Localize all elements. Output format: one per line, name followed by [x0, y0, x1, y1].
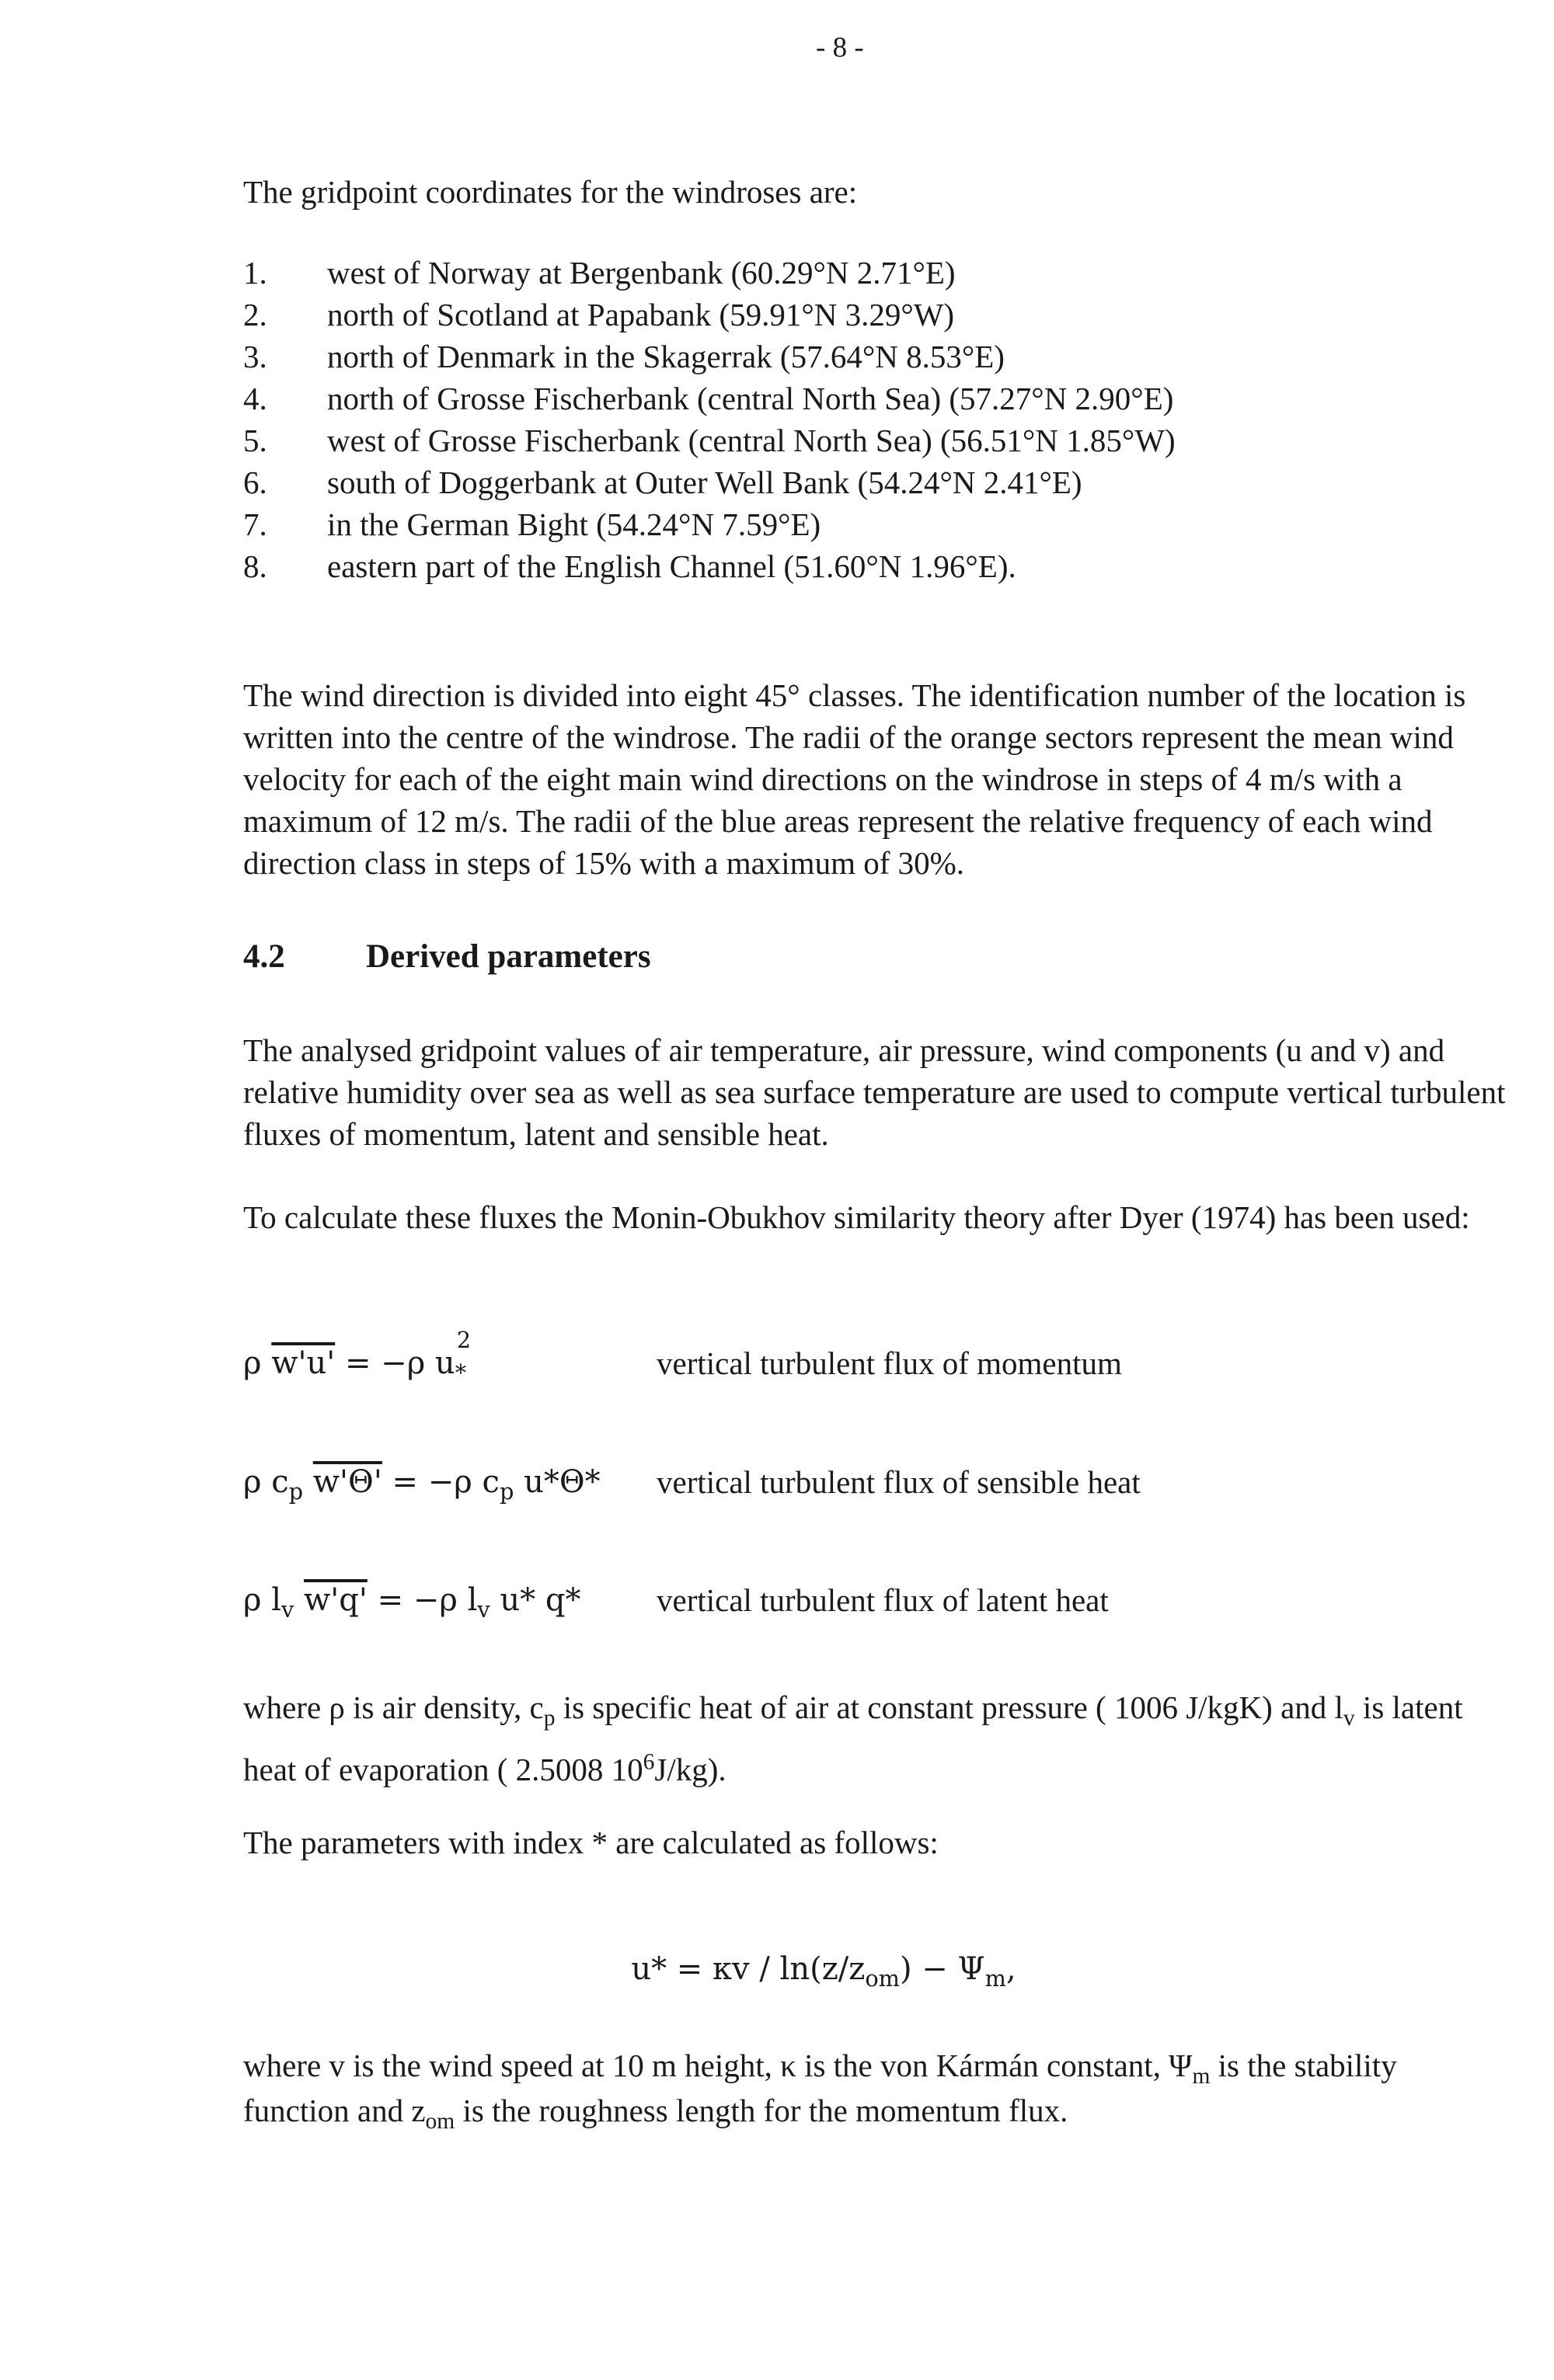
list-item	[243, 378, 1510, 419]
list-item-text: north of Scotland at Papabank (59.91°N 3.29°W)	[327, 297, 955, 332]
paragraph-final: where v is the wind speed at 10 m height, κ is the von Kármán constant, $\Psi_m$ is the stability function and $z_{om}$ is the roughness length for the momentum flux.	[243, 2048, 1397, 2135]
list-item-text: eastern part of the English Channel (51.60°N 1.96°E).	[327, 548, 1016, 584]
equation-ustar: $u* = \kappa v / \ln(z/z_{om}) - \Psi_m$,	[631, 1951, 1016, 1992]
list-item-number: 1.	[243, 255, 267, 291]
list-item	[243, 252, 1510, 294]
list-item-text: in the German Bight (54.24°N 7.59°E)	[327, 506, 821, 542]
section-title: Derived parameters	[366, 938, 651, 975]
list-item	[243, 461, 1510, 503]
equation-latent-description: vertical turbulent flux of latent heat	[657, 1582, 1109, 1618]
intro-text: The gridpoint coordinates for the windroses are:	[243, 174, 858, 210]
equation-momentum-description: vertical turbulent flux of momentum	[657, 1345, 1122, 1381]
list-item	[243, 336, 1510, 378]
list-item-number: 6.	[243, 465, 267, 500]
list-item-text: west of Norway at Bergenbank (60.29°N 2.71°E)	[327, 255, 956, 291]
equation-sensible: ρ $c_p$ w'Θ' = −ρ $c_p$ u*Θ*	[243, 1464, 601, 1505]
equation-sensible-description: vertical turbulent flux of sensible heat	[657, 1464, 1141, 1500]
equation-momentum: ρ w'u' = −ρ u 2 $_*$	[243, 1327, 472, 1386]
list-item-text: north of Grosse Fischerbank (central North Sea) (57.27°N 2.90°E)	[327, 381, 1174, 416]
list-item-text: north of Denmark in the Skagerrak (57.64°N 8.53°E)	[327, 339, 1005, 374]
list-item-text: south of Doggerbank at Outer Well Bank (54.24°N 2.41°E)	[327, 465, 1082, 500]
list-item-number: 3.	[243, 339, 267, 374]
section-heading	[243, 936, 651, 978]
equation-latent: ρ $l_v$ w'q' = −ρ $l_v$ u* q*	[243, 1582, 581, 1623]
list-item-number: 2.	[243, 297, 267, 332]
list-item-number: 5.	[243, 423, 267, 458]
page-number: - 8 -	[816, 32, 864, 64]
section-number: 4.2	[243, 938, 285, 975]
list-item-number: 8.	[243, 548, 267, 584]
list-item-text: west of Grosse Fischerbank (central North Sea) (56.51°N 1.85°W)	[327, 423, 1176, 458]
list-item	[243, 419, 1510, 461]
paragraph-monin-obukhov: To calculate these fluxes the Monin-Obukhov similarity theory after Dyer (1974) has been used:	[243, 1199, 1470, 1235]
windrose-description: The wind direction is divided into eight 45° classes. The identification number of the location is written into the centre of the windrose. The radii of the orange sectors represent the mean wind velocity for each of the eight main wind directions on the windrose in steps of 4 m/s with a maximum of 12 m/s. The radii of the blue areas represent the relative frequency of each wind direction class in steps of 15% with a maximum of 30%.	[243, 677, 1466, 881]
paragraph-where-density: where ρ is air density, $c_p$ is specific heat of air at constant pressure ( 1006 J/kgK) and $l_v$ is latent heat of evaporation ( 2.5008 $10^6J/kg$).	[243, 1689, 1463, 1787]
list-item	[243, 294, 1510, 336]
list-item	[243, 503, 1510, 545]
list-item	[243, 545, 1510, 587]
paragraph-index: The parameters with index * are calculated as follows:	[243, 1825, 939, 1860]
list-item-number: 7.	[243, 506, 267, 542]
paragraph-analysed: The analysed gridpoint values of air temperature, air pressure, wind components (u and v) and relative humidity over sea as well as sea surface temperature are used to compute vertical turbulent fluxes of momentum, latent and sensible heat.	[243, 1032, 1506, 1152]
location-list	[243, 252, 1510, 587]
list-item-number: 4.	[243, 381, 267, 416]
